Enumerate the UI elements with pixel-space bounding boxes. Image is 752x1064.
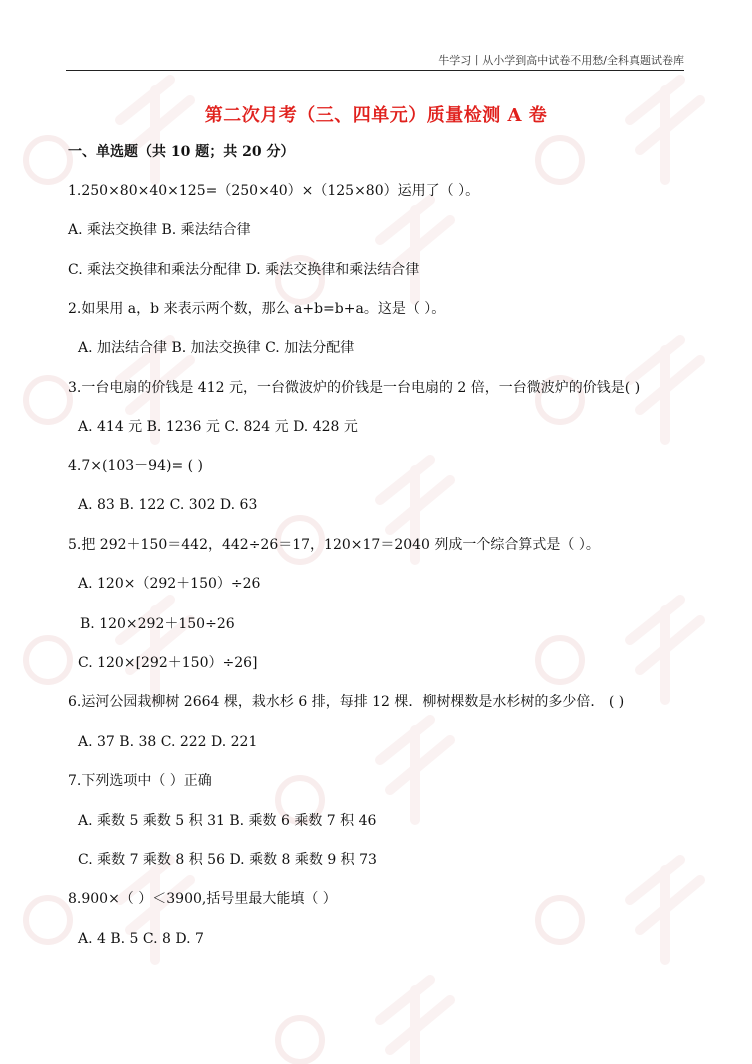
question-5-option-a: A. 120×（292＋150）÷26	[78, 576, 261, 592]
question-1-options: A. 乘法交换律 B. 乘法结合律	[68, 222, 251, 238]
question-3-options: A. 414 元 B. 1236 元 C. 824 元 D. 428 元	[78, 419, 358, 435]
page-title: 第二次月考（三、四单元）质量检测 A 卷	[204, 105, 548, 126]
question-8-options: A. 4 B. 5 C. 8 D. 7	[78, 931, 204, 947]
question-4-stem: 4.7×(103－94)= ( )	[68, 458, 204, 474]
question-7-options: C. 乘数 7 乘数 8 积 56 D. 乘数 8 乘数 9 积 73	[78, 852, 377, 868]
question-8-stem: 8.900×（ ）＜3900,括号里最大能填（ ）	[68, 891, 337, 907]
question-5-option-c: C. 120×[292＋150）÷26]	[78, 655, 258, 671]
question-2-stem: 2.如果用 a，b 来表示两个数，那么 a+b=b+a。这是（ ）。	[68, 301, 446, 317]
question-4-options: A. 83 B. 122 C. 302 D. 63	[78, 497, 258, 513]
question-3-stem: 3.一台电扇的价钱是 412 元，一台微波炉的价钱是一台电扇的 2 倍，一台微波炉的价钱是( )	[68, 380, 641, 396]
question-2-options: A. 加法结合律 B. 加法交换律 C. 加法分配律	[78, 340, 355, 356]
question-5-stem: 5.把 292＋150＝442，442÷26＝17，120×17＝2040 列成一个综合算式是（ ）。	[68, 537, 600, 553]
section-heading: 一、单选题（共 10 题；共 20 分）	[68, 144, 295, 160]
question-7-stem: 7.下列选项中（ ）正确	[68, 773, 212, 789]
question-5-option-b: B. 120×292＋150÷26	[80, 616, 235, 632]
header-site-text: 牛学习丨从小学到高中试卷不用愁/全科真题试卷库	[438, 54, 684, 67]
question-1-options: C. 乘法交换律和乘法分配律 D. 乘法交换律和乘法结合律	[68, 262, 420, 278]
question-7-options: A. 乘数 5 乘数 5 积 31 B. 乘数 6 乘数 7 积 46	[78, 813, 377, 829]
question-1-stem: 1.250×80×40×125=（250×40）×（125×80）运用了（ ）。	[68, 183, 480, 199]
question-6-options: A. 37 B. 38 C. 222 D. 221	[78, 734, 258, 750]
question-6-stem: 6.运河公园栽柳树 2664 棵，栽水杉 6 排，每排 12 棵．柳树棵数是水杉树的多少倍． ( )	[68, 694, 625, 710]
header-divider	[66, 70, 684, 71]
